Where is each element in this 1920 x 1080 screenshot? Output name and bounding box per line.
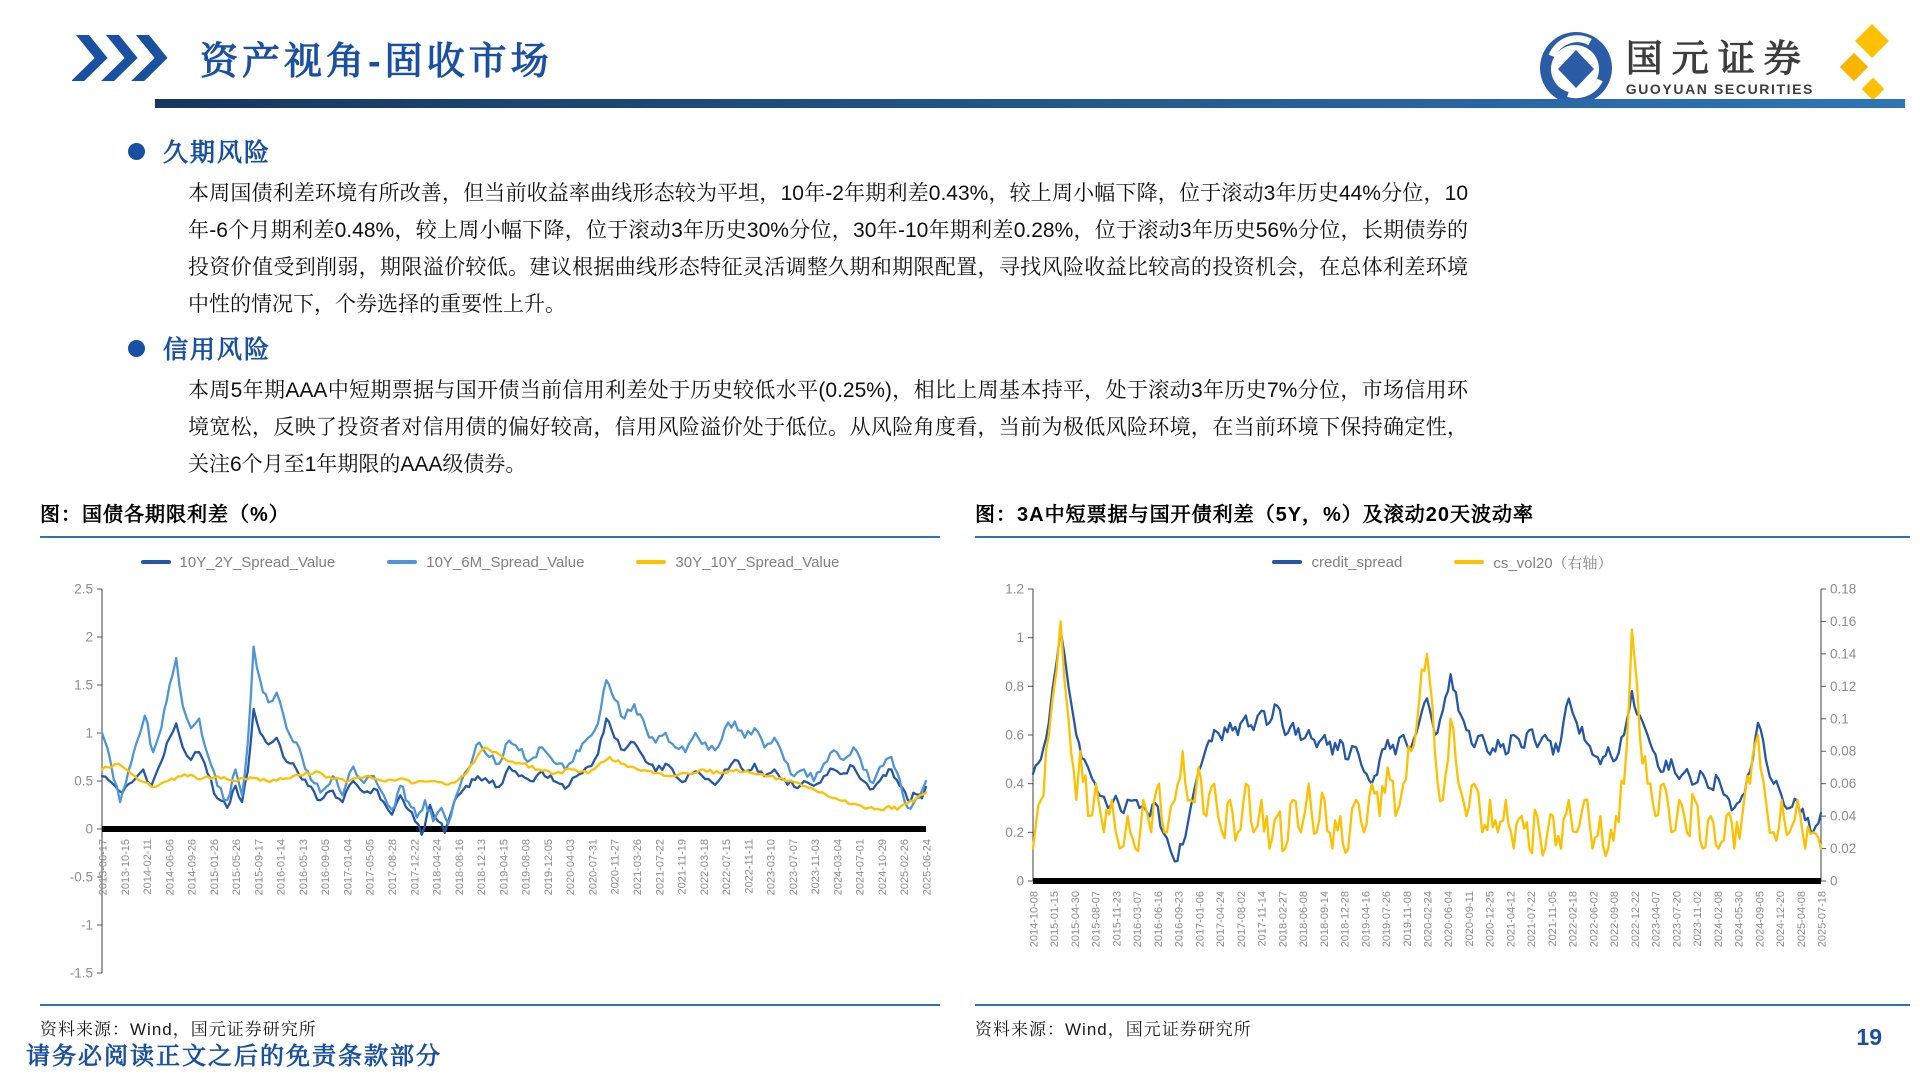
svg-text:1: 1	[1016, 630, 1024, 646]
legend-item	[387, 554, 584, 571]
svg-text:2022-06-02: 2022-06-02	[1588, 891, 1601, 948]
svg-text:2021-04-12: 2021-04-12	[1505, 891, 1518, 948]
svg-text:2024-05-30: 2024-05-30	[1733, 891, 1746, 948]
figure-title: 图：3A中短票据与国开债利差（5Y，%）及滚动20天波动率	[975, 498, 1910, 538]
bullet-body-duration-risk: 本周国债利差环境有所改善，但当前收益率曲线形态较为平坦，10年-2年期利差0.43%，较上周小幅下降，位于滚动3年历史44%分位，10年-6个月期利差0.48%，较上周小幅下降，位于滚动3年历史30%分位，30年-10年期利差0.28%，位于滚动3年历史56%分位，长期债券的投资价值受到削弱，期限溢价较低。建议根据曲线形态特征灵活调整久期和期限配置，寻找风险收益比较高的投资机会，在总体利差环境中性的情况下，个券选择的重要性上升。	[188, 182, 1468, 316]
svg-text:2015-01-15: 2015-01-15	[1049, 891, 1062, 948]
bullet-item-credit-risk	[128, 330, 1478, 366]
figure-source: 资料来源：Wind，国元证券研究所	[975, 1020, 1252, 1039]
svg-text:2023-07-07: 2023-07-07	[787, 839, 800, 896]
svg-text:2021-07-22: 2021-07-22	[654, 839, 667, 896]
svg-text:2022-12-22: 2022-12-22	[1629, 891, 1642, 948]
page-title: 资产视角-固收市场	[200, 41, 553, 83]
svg-text:2020-09-11: 2020-09-11	[1463, 891, 1476, 947]
svg-text:2023-11-02: 2023-11-02	[1692, 891, 1705, 947]
svg-text:2024-02-08: 2024-02-08	[1712, 891, 1725, 948]
svg-text:0.5: 0.5	[74, 773, 93, 789]
svg-text:2024-10-29: 2024-10-29	[876, 839, 889, 896]
svg-text:2015-11-23: 2015-11-23	[1111, 891, 1124, 947]
svg-text:2.5: 2.5	[74, 581, 93, 597]
svg-text:0: 0	[85, 821, 93, 837]
svg-text:2019-11-08: 2019-11-08	[1401, 891, 1414, 947]
svg-text:2019-08-08: 2019-08-08	[520, 839, 533, 896]
legend-swatch	[387, 560, 417, 564]
bullet-section	[128, 126, 1478, 483]
svg-text:0.16: 0.16	[1830, 613, 1857, 629]
svg-text:2014-09-26: 2014-09-26	[186, 839, 199, 896]
bullet-body-credit-risk: 本周5年期AAA中短期票据与国开债当前信用利差处于历史较低水平(0.25%)，相比上周基本持平，处于滚动3年历史7%分位，市场信用环境宽松，反映了投资者对信用债的偏好较高，信用风险溢价处于低位。从风险角度看，当前为极低风险环境，在当前环境下保持确定性，关注6个月至1年期限的AAA级债券。	[188, 379, 1468, 476]
svg-text:2015-08-07: 2015-08-07	[1090, 891, 1103, 948]
svg-text:2025-07-18: 2025-07-18	[1816, 891, 1829, 948]
svg-text:2014-02-11: 2014-02-11	[142, 839, 155, 895]
svg-text:2024-07-01: 2024-07-01	[854, 839, 867, 896]
legend-label: 10Y_2Y_Spread_Value	[179, 553, 336, 571]
svg-text:2022-02-18: 2022-02-18	[1567, 891, 1580, 948]
svg-text:0.12: 0.12	[1830, 678, 1857, 694]
legend-item	[141, 554, 336, 571]
logo-text	[1626, 39, 1814, 97]
svg-text:2017-01-06: 2017-01-06	[1194, 891, 1207, 948]
svg-text:2025-06-24: 2025-06-24	[921, 839, 934, 896]
svg-text:2016-01-14: 2016-01-14	[275, 839, 288, 896]
svg-text:2020-06-04: 2020-06-04	[1443, 891, 1456, 948]
svg-text:2023-11-03: 2023-11-03	[810, 839, 823, 895]
svg-text:2020-02-24: 2020-02-24	[1422, 891, 1435, 948]
svg-text:2025-02-26: 2025-02-26	[899, 839, 912, 896]
svg-text:0.1: 0.1	[1830, 711, 1849, 727]
guoyuan-logo-icon	[1538, 30, 1614, 106]
credit-spread-chart	[975, 579, 1910, 999]
svg-text:2018-09-14: 2018-09-14	[1318, 891, 1331, 948]
svg-text:2019-04-15: 2019-04-15	[498, 839, 511, 896]
svg-text:1.2: 1.2	[1005, 581, 1024, 597]
svg-text:2015-09-17: 2015-09-17	[253, 839, 266, 896]
svg-text:2021-07-22: 2021-07-22	[1526, 891, 1539, 948]
svg-text:0.4: 0.4	[1005, 776, 1024, 792]
header-divider-bar	[155, 99, 1905, 108]
svg-text:2020-07-31: 2020-07-31	[587, 839, 600, 896]
chart-legend	[40, 551, 940, 573]
svg-text:2022-09-08: 2022-09-08	[1609, 891, 1622, 948]
svg-text:2017-11-14: 2017-11-14	[1256, 891, 1269, 947]
svg-text:2015-01-26: 2015-01-26	[208, 839, 221, 896]
bullet-icon	[128, 143, 145, 160]
svg-text:2019-07-26: 2019-07-26	[1381, 891, 1394, 948]
chart-legend	[975, 551, 1910, 573]
svg-text:2018-08-16: 2018-08-16	[453, 839, 466, 896]
legend-swatch	[1272, 560, 1302, 564]
logo-name-en: GUOYUAN SECURITIES	[1625, 80, 1814, 97]
legend-label: 10Y_6M_Spread_Value	[426, 553, 585, 571]
svg-text:2016-09-05: 2016-09-05	[320, 839, 333, 896]
svg-text:2014-10-08: 2014-10-08	[1028, 891, 1041, 948]
bullet-heading: 信用风险	[163, 336, 272, 364]
legend-swatch	[141, 560, 171, 564]
figure-credit-spread	[975, 498, 1910, 1040]
legend-item	[636, 554, 839, 571]
logo-name-cn: 国元证券	[1625, 37, 1810, 79]
svg-text:2017-12-22: 2017-12-22	[409, 839, 422, 896]
svg-text:2020-12-25: 2020-12-25	[1484, 891, 1497, 948]
svg-text:0.02: 0.02	[1830, 841, 1857, 857]
svg-text:2017-08-02: 2017-08-02	[1235, 891, 1248, 948]
svg-text:2023-04-07: 2023-04-07	[1650, 891, 1663, 948]
figure-bottom-rule	[975, 1004, 1910, 1006]
svg-text:0.8: 0.8	[1005, 678, 1024, 694]
svg-text:2017-05-05: 2017-05-05	[364, 839, 377, 896]
bullet-icon	[128, 340, 145, 357]
svg-text:2019-04-16: 2019-04-16	[1360, 891, 1373, 948]
svg-text:2018-12-28: 2018-12-28	[1339, 891, 1352, 948]
chevrons-icon	[72, 35, 172, 81]
svg-text:2017-04-24: 2017-04-24	[1215, 891, 1228, 948]
svg-text:0.04: 0.04	[1830, 808, 1857, 824]
treasury-spread-chart	[40, 579, 940, 999]
svg-text:-0.5: -0.5	[69, 869, 93, 885]
svg-text:2021-03-26: 2021-03-26	[631, 839, 644, 896]
legend-label: cs_vol20（右轴）	[1493, 554, 1613, 572]
svg-text:2014-06-06: 2014-06-06	[164, 839, 177, 896]
figure-bottom-rule	[40, 1004, 940, 1006]
svg-text:0.14: 0.14	[1830, 646, 1857, 662]
figure-title: 图：国债各期限利差（%）	[40, 498, 940, 538]
svg-text:1.5: 1.5	[74, 677, 93, 693]
svg-text:2017-08-28: 2017-08-28	[387, 839, 400, 896]
svg-text:2018-02-27: 2018-02-27	[1277, 891, 1290, 948]
svg-text:0: 0	[1016, 873, 1024, 889]
header	[72, 30, 553, 85]
svg-text:-1.5: -1.5	[69, 965, 93, 981]
svg-text:1: 1	[85, 725, 93, 741]
bullet-heading: 久期风险	[163, 139, 272, 167]
legend-item	[1454, 552, 1612, 573]
svg-text:2021-11-05: 2021-11-05	[1546, 891, 1559, 947]
svg-text:2015-04-30: 2015-04-30	[1069, 891, 1082, 948]
svg-text:2022-11-11: 2022-11-11	[743, 839, 756, 894]
bullet-item-duration-risk	[128, 133, 1478, 169]
svg-text:2020-04-03: 2020-04-03	[565, 839, 578, 896]
svg-text:2022-07-15: 2022-07-15	[721, 839, 734, 896]
disclaimer-text: 请务必阅读正文之后的免责条款部分	[26, 1043, 442, 1070]
legend-label: credit_spread	[1311, 553, 1403, 571]
svg-text:2013-06-17: 2013-06-17	[97, 839, 110, 896]
svg-text:0: 0	[1830, 873, 1838, 889]
svg-text:2024-12-20: 2024-12-20	[1775, 891, 1788, 948]
legend-swatch	[1454, 560, 1484, 564]
svg-text:0.08: 0.08	[1830, 743, 1857, 759]
svg-text:2016-09-23: 2016-09-23	[1173, 891, 1186, 948]
svg-text:2017-01-04: 2017-01-04	[342, 839, 355, 896]
svg-text:0.18: 0.18	[1830, 581, 1857, 597]
svg-text:2025-04-08: 2025-04-08	[1795, 891, 1808, 948]
page-number: 19	[1856, 1024, 1882, 1050]
svg-text:2024-03-04: 2024-03-04	[832, 839, 845, 896]
svg-text:2019-12-05: 2019-12-05	[542, 839, 555, 896]
svg-text:2023-03-10: 2023-03-10	[765, 839, 778, 896]
svg-text:2018-06-08: 2018-06-08	[1298, 891, 1311, 948]
svg-text:0.2: 0.2	[1005, 824, 1024, 840]
svg-text:2018-04-24: 2018-04-24	[431, 839, 444, 896]
svg-text:0.6: 0.6	[1005, 727, 1024, 743]
svg-text:-1: -1	[80, 917, 93, 933]
figure-treasury-spreads	[40, 498, 940, 1040]
legend-item	[1272, 554, 1402, 571]
svg-text:2016-06-16: 2016-06-16	[1152, 891, 1165, 948]
figure-source: 资料来源：Wind，国元证券研究所	[40, 1020, 317, 1039]
svg-text:2015-05-26: 2015-05-26	[231, 839, 244, 896]
svg-text:2016-03-07: 2016-03-07	[1132, 891, 1145, 948]
svg-text:2022-03-18: 2022-03-18	[698, 839, 711, 896]
svg-text:2024-09-05: 2024-09-05	[1754, 891, 1767, 948]
svg-text:2018-12-13: 2018-12-13	[476, 839, 489, 896]
legend-label: 30Y_10Y_Spread_Value	[675, 553, 840, 571]
svg-text:2020-11-27: 2020-11-27	[609, 839, 622, 895]
svg-text:2013-10-15: 2013-10-15	[119, 839, 132, 896]
svg-text:0.06: 0.06	[1830, 776, 1857, 792]
legend-swatch	[636, 560, 666, 564]
svg-text:2023-07-20: 2023-07-20	[1671, 891, 1684, 948]
svg-text:2016-05-13: 2016-05-13	[297, 839, 310, 896]
svg-text:2: 2	[85, 629, 93, 645]
svg-text:2021-11-19: 2021-11-19	[676, 839, 689, 895]
